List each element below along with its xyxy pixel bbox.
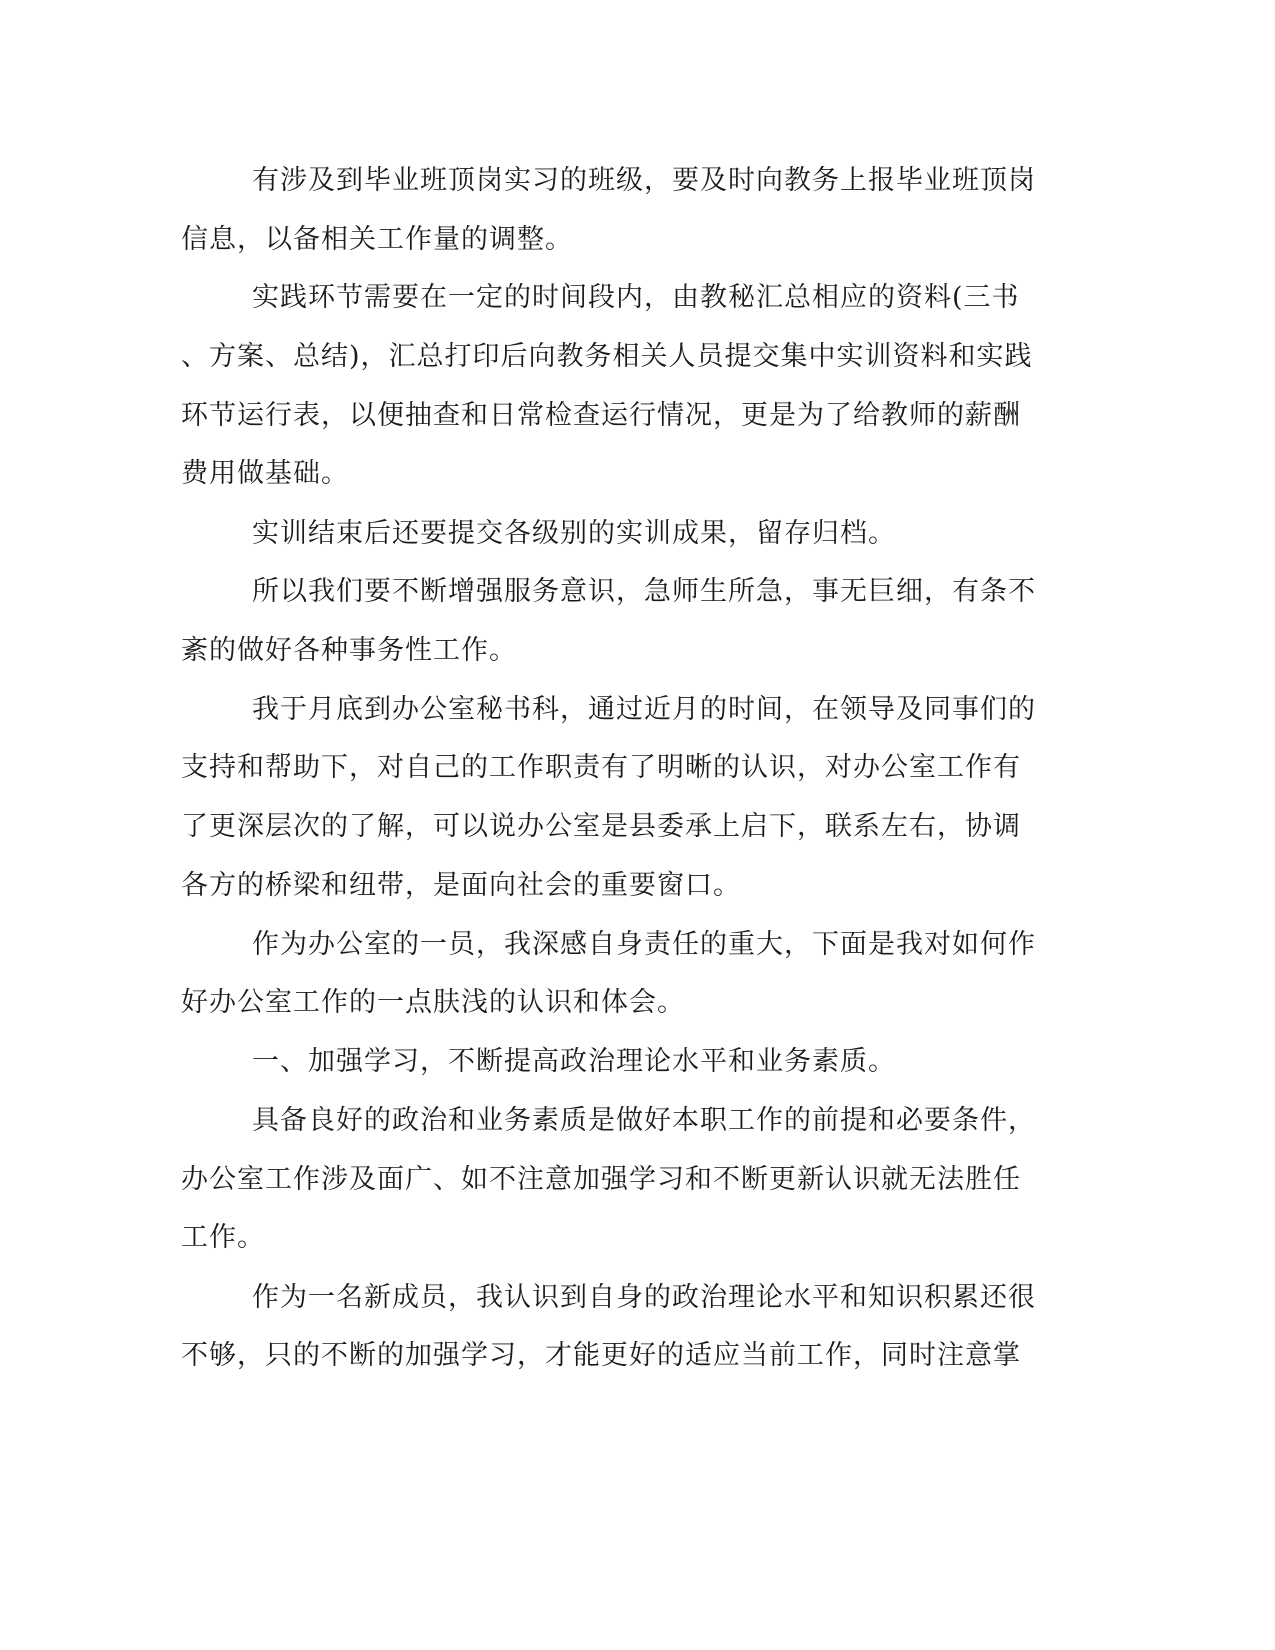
text-line: 办公室工作涉及面广、如不注意加强学习和不断更新认识就无法胜任	[181, 1164, 1021, 1195]
text-line: 了更深层次的了解，可以说办公室是县委承上启下，联系左右，协调	[181, 811, 1021, 842]
text-line: 各方的桥梁和纽带，是面向社会的重要窗口。	[181, 870, 741, 901]
text-line: 作为一名新成员，我认识到自身的政治理论水平和知识积累还很	[252, 1282, 1036, 1313]
text-line: 有涉及到毕业班顶岗实习的班级，要及时向教务上报毕业班顶岗	[252, 165, 1036, 196]
text-line: 费用做基础。	[181, 458, 349, 489]
text-line: 支持和帮助下，对自己的工作职责有了明晰的认识，对办公室工作有	[181, 752, 1021, 783]
text-line: 工作。	[181, 1222, 265, 1253]
text-line: 紊的做好各种事务性工作。	[181, 635, 517, 666]
text-line: 作为办公室的一员，我深感自身责任的重大，下面是我对如何作	[252, 929, 1036, 960]
text-line: 一、加强学习，不断提高政治理论水平和业务素质。	[252, 1046, 896, 1077]
text-line: 、方案、总结)，汇总打印后向教务相关人员提交集中实训资料和实践	[181, 341, 1033, 372]
text-line: 所以我们要不断增强服务意识，急师生所急，事无巨细，有条不	[252, 576, 1036, 607]
text-line: 不够，只的不断的加强学习，才能更好的适应当前工作，同时注意掌	[181, 1340, 1021, 1371]
text-line: 我于月底到办公室秘书科，通过近月的时间，在领导及同事们的	[252, 694, 1036, 725]
text-line: 实训结束后还要提交各级别的实训成果，留存归档。	[252, 518, 896, 549]
text-line: 好办公室工作的一点肤浅的认识和体会。	[181, 987, 685, 1018]
text-line: 信息，以备相关工作量的调整。	[181, 224, 573, 255]
text-line: 具备良好的政治和业务素质是做好本职工作的前提和必要条件，	[252, 1105, 1036, 1136]
text-line: 环节运行表，以便抽查和日常检查运行情况，更是为了给教师的薪酬	[181, 400, 1021, 431]
text-line: 实践环节需要在一定的时间段内，由教秘汇总相应的资料(三书	[252, 282, 1020, 313]
